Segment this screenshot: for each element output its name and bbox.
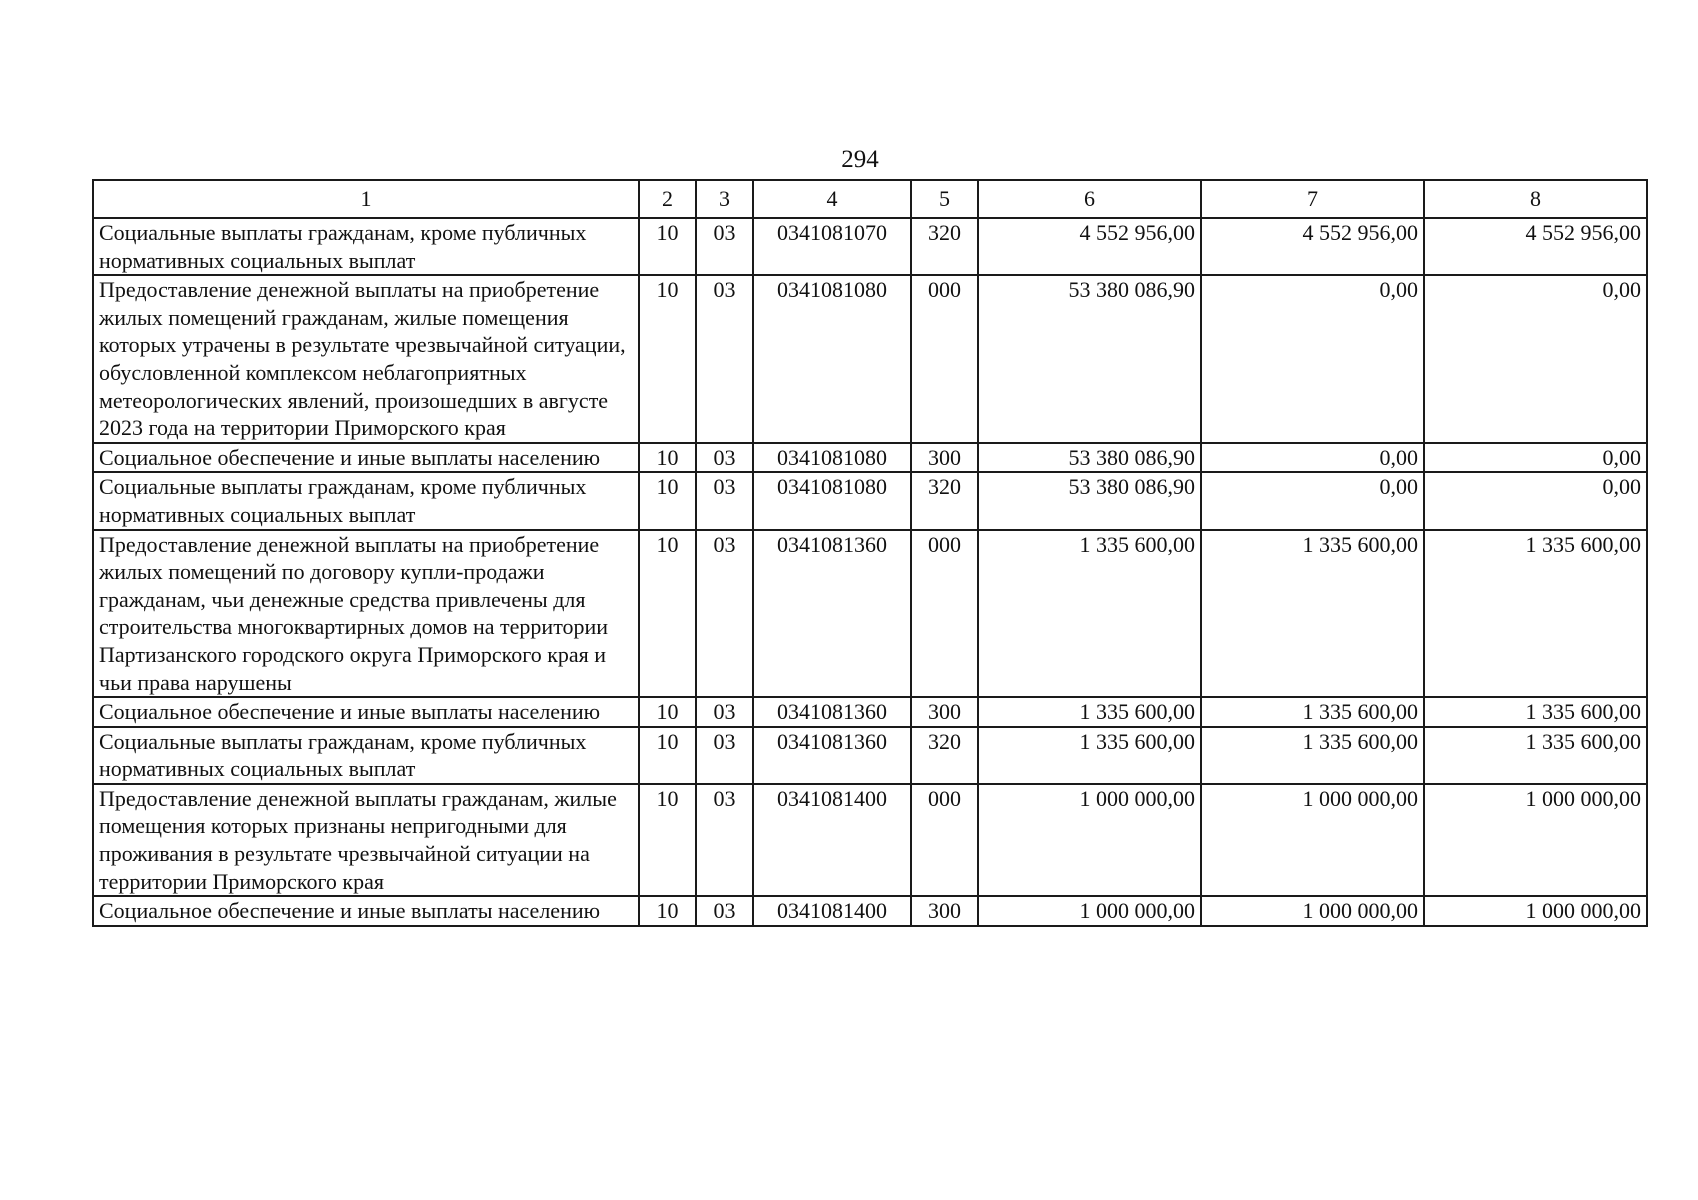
subsection-code: 03 bbox=[696, 472, 753, 529]
column-header-2: 2 bbox=[639, 180, 696, 218]
table-row bbox=[93, 697, 1647, 727]
row-name: Предоставление денежной выплаты на приобретение жилых помещений гражданам, жилые помещения которых утрачены в результате чрезвычайной ситуации, обусловленной комплексом неблагоприятных метеорологических явлений, произошедших в августе 2023 года на территории Приморского края bbox=[93, 275, 639, 443]
subsection-code: 03 bbox=[696, 530, 753, 698]
target-article-code: 0341081360 bbox=[753, 530, 911, 698]
amount-col-8: 0,00 bbox=[1424, 472, 1647, 529]
target-article-code: 0341081360 bbox=[753, 727, 911, 784]
target-article-code: 0341081080 bbox=[753, 472, 911, 529]
amount-col-8: 1 335 600,00 bbox=[1424, 530, 1647, 698]
page-number: 294 bbox=[841, 146, 879, 173]
column-header-3: 3 bbox=[696, 180, 753, 218]
amount-col-8: 0,00 bbox=[1424, 443, 1647, 473]
amount-col-6: 1 335 600,00 bbox=[978, 727, 1201, 784]
amount-col-6: 53 380 086,90 bbox=[978, 275, 1201, 443]
section-code: 10 bbox=[639, 443, 696, 473]
target-article-code: 0341081400 bbox=[753, 896, 911, 926]
expense-type-code: 000 bbox=[911, 784, 978, 896]
subsection-code: 03 bbox=[696, 896, 753, 926]
row-name: Социальные выплаты гражданам, кроме публичных нормативных социальных выплат bbox=[93, 472, 639, 529]
amount-col-8: 1 335 600,00 bbox=[1424, 727, 1647, 784]
expense-type-code: 300 bbox=[911, 697, 978, 727]
row-name: Социальные выплаты гражданам, кроме публичных нормативных социальных выплат bbox=[93, 727, 639, 784]
expense-type-code: 320 bbox=[911, 727, 978, 784]
amount-col-8: 4 552 956,00 bbox=[1424, 218, 1647, 275]
row-name: Социальные выплаты гражданам, кроме публичных нормативных социальных выплат bbox=[93, 218, 639, 275]
amount-col-7: 0,00 bbox=[1201, 472, 1424, 529]
amount-col-6: 4 552 956,00 bbox=[978, 218, 1201, 275]
column-number-row bbox=[93, 180, 1647, 218]
column-header-6: 6 bbox=[978, 180, 1201, 218]
table-row bbox=[93, 443, 1647, 473]
column-header-4: 4 bbox=[753, 180, 911, 218]
section-code: 10 bbox=[639, 697, 696, 727]
amount-col-8: 0,00 bbox=[1424, 275, 1647, 443]
table-row bbox=[93, 530, 1647, 698]
amount-col-6: 1 000 000,00 bbox=[978, 896, 1201, 926]
section-code: 10 bbox=[639, 218, 696, 275]
row-name: Предоставление денежной выплаты гражданам, жилые помещения которых признаны непригодными для проживания в результате чрезвычайной ситуации на территории Приморского края bbox=[93, 784, 639, 896]
subsection-code: 03 bbox=[696, 727, 753, 784]
table-row bbox=[93, 896, 1647, 926]
section-code: 10 bbox=[639, 530, 696, 698]
expense-type-code: 000 bbox=[911, 530, 978, 698]
amount-col-7: 1 000 000,00 bbox=[1201, 896, 1424, 926]
expense-type-code: 000 bbox=[911, 275, 978, 443]
target-article-code: 0341081400 bbox=[753, 784, 911, 896]
table-header bbox=[93, 180, 1647, 218]
amount-col-7: 1 335 600,00 bbox=[1201, 697, 1424, 727]
amount-col-7: 0,00 bbox=[1201, 443, 1424, 473]
section-code: 10 bbox=[639, 472, 696, 529]
row-name: Социальное обеспечение и иные выплаты населению bbox=[93, 896, 639, 926]
amount-col-7: 1 335 600,00 bbox=[1201, 530, 1424, 698]
expense-type-code: 300 bbox=[911, 896, 978, 926]
target-article-code: 0341081070 bbox=[753, 218, 911, 275]
amount-col-7: 4 552 956,00 bbox=[1201, 218, 1424, 275]
table-row bbox=[93, 727, 1647, 784]
section-code: 10 bbox=[639, 784, 696, 896]
target-article-code: 0341081080 bbox=[753, 275, 911, 443]
amount-col-7: 1 000 000,00 bbox=[1201, 784, 1424, 896]
table-row bbox=[93, 218, 1647, 275]
table-body bbox=[93, 218, 1647, 926]
expense-type-code: 300 bbox=[911, 443, 978, 473]
subsection-code: 03 bbox=[696, 784, 753, 896]
section-code: 10 bbox=[639, 275, 696, 443]
table-row bbox=[93, 784, 1647, 896]
expense-type-code: 320 bbox=[911, 218, 978, 275]
column-header-1: 1 bbox=[93, 180, 639, 218]
amount-col-6: 1 335 600,00 bbox=[978, 530, 1201, 698]
target-article-code: 0341081080 bbox=[753, 443, 911, 473]
column-header-8: 8 bbox=[1424, 180, 1647, 218]
amount-col-8: 1 000 000,00 bbox=[1424, 784, 1647, 896]
table-row bbox=[93, 275, 1647, 443]
row-name: Предоставление денежной выплаты на приобретение жилых помещений по договору купли-продажи гражданам, чьи денежные средства привлечены для строительства многоквартирных домов на территории Партизанского городского округа Приморского края и чьи права нарушены bbox=[93, 530, 639, 698]
row-name: Социальное обеспечение и иные выплаты населению bbox=[93, 697, 639, 727]
amount-col-8: 1 000 000,00 bbox=[1424, 896, 1647, 926]
section-code: 10 bbox=[639, 727, 696, 784]
subsection-code: 03 bbox=[696, 218, 753, 275]
row-name: Социальное обеспечение и иные выплаты населению bbox=[93, 443, 639, 473]
expense-type-code: 320 bbox=[911, 472, 978, 529]
amount-col-6: 1 335 600,00 bbox=[978, 697, 1201, 727]
subsection-code: 03 bbox=[696, 697, 753, 727]
budget-table bbox=[92, 179, 1648, 927]
target-article-code: 0341081360 bbox=[753, 697, 911, 727]
subsection-code: 03 bbox=[696, 443, 753, 473]
amount-col-6: 53 380 086,90 bbox=[978, 472, 1201, 529]
amount-col-6: 1 000 000,00 bbox=[978, 784, 1201, 896]
table-row bbox=[93, 472, 1647, 529]
amount-col-7: 0,00 bbox=[1201, 275, 1424, 443]
subsection-code: 03 bbox=[696, 275, 753, 443]
section-code: 10 bbox=[639, 896, 696, 926]
amount-col-6: 53 380 086,90 bbox=[978, 443, 1201, 473]
amount-col-7: 1 335 600,00 bbox=[1201, 727, 1424, 784]
column-header-5: 5 bbox=[911, 180, 978, 218]
column-header-7: 7 bbox=[1201, 180, 1424, 218]
amount-col-8: 1 335 600,00 bbox=[1424, 697, 1647, 727]
